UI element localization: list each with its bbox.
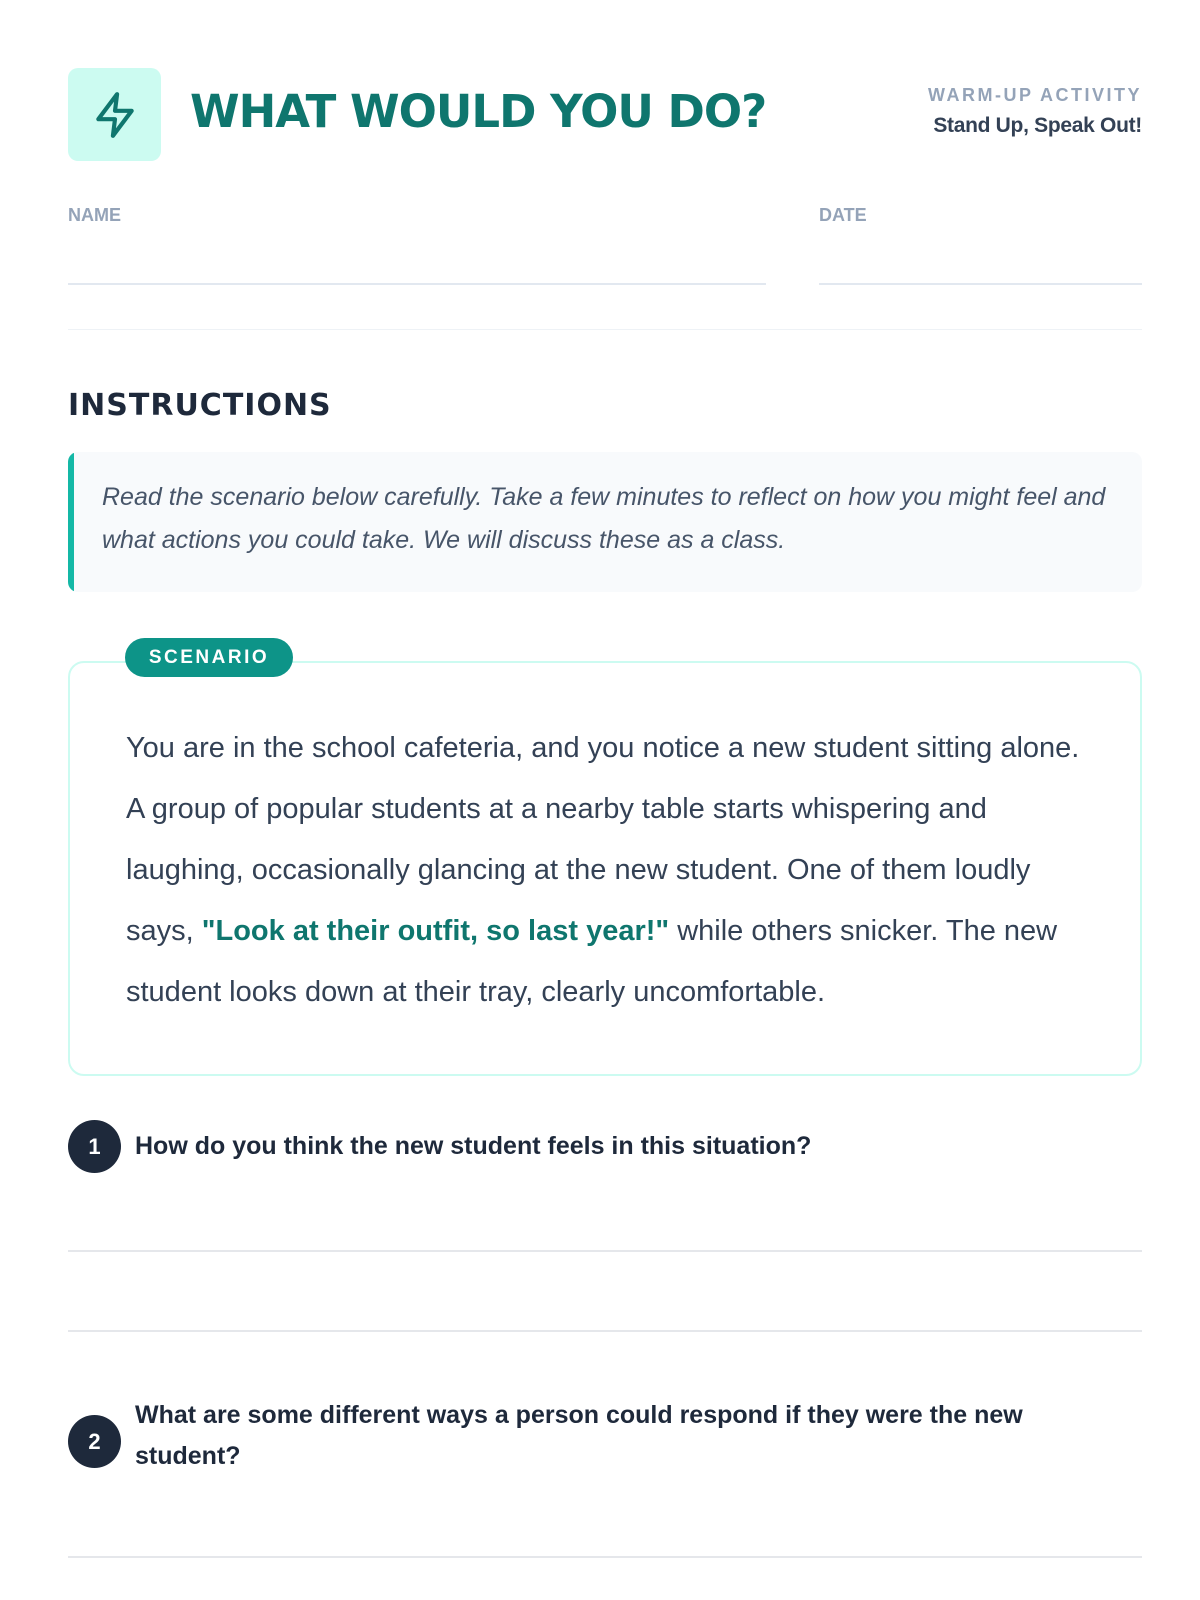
scenario-quote: "Look at their outfit, so last year!"	[201, 915, 670, 947]
instructions-callout	[68, 452, 1142, 592]
answer-line-1b[interactable]	[68, 1330, 1142, 1332]
question-number-badge: 2	[68, 1415, 121, 1468]
scenario-text	[126, 718, 1088, 1023]
answer-line-2a[interactable]	[68, 1556, 1142, 1558]
scenario-text-before: You are in the school cafeteria, and you notice a new student sitting alone. A group of popular students at a nearby table starts whispering and laughing, occasionally glancing at the new student. One of them loudly says,	[126, 732, 1080, 947]
question-text: What are some different ways a person could respond if they were the new student?	[135, 1401, 1023, 1470]
question-text: How do you think the new student feels in this situation?	[135, 1132, 812, 1160]
page-title: WHAT WOULD YOU DO?	[190, 85, 767, 138]
instructions-heading: INSTRUCTIONS	[68, 388, 332, 423]
lightning-bolt-icon	[90, 90, 140, 140]
activity-name: Stand Up, Speak Out!	[933, 114, 1142, 137]
instructions-accent-bar	[68, 452, 74, 592]
instructions-text: Read the scenario below carefully. Take a few minutes to reflect on how you might feel and what actions you could take. We will discuss these as a class.	[102, 483, 1106, 554]
name-write-line[interactable]	[68, 283, 766, 285]
header-divider	[68, 329, 1142, 330]
activity-kicker: WARM-UP ACTIVITY	[928, 85, 1142, 105]
scenario-card	[68, 661, 1142, 1076]
worksheet-header	[68, 68, 1142, 162]
date-write-line[interactable]	[819, 283, 1142, 285]
name-field	[68, 204, 766, 226]
logo-badge	[68, 68, 161, 161]
name-label: NAME	[68, 205, 121, 225]
date-label: DATE	[819, 205, 867, 225]
scenario-badge: SCENARIO	[125, 638, 293, 677]
activity-info	[928, 84, 1142, 139]
answer-line-1a[interactable]	[68, 1250, 1142, 1252]
date-field	[819, 204, 1142, 226]
question-number-badge: 1	[68, 1120, 121, 1173]
scenario-text-after: while others snicker. The new student looks down at their tray, clearly uncomfortable.	[126, 915, 1058, 1008]
